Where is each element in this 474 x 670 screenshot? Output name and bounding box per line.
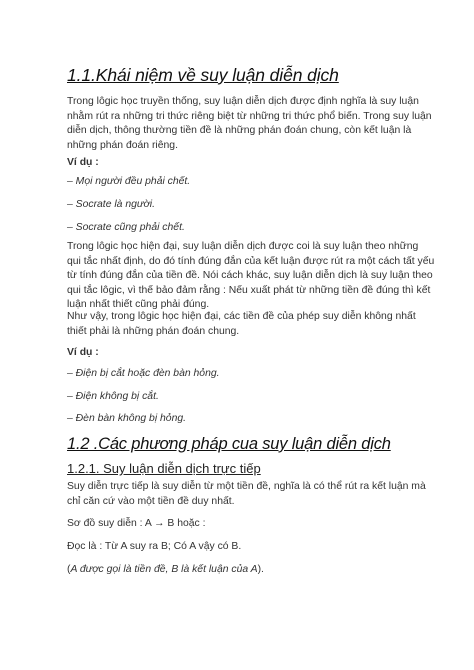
inference-scheme: Sơ đồ suy diễn : A → B hoặc : bbox=[67, 518, 206, 529]
note-close-paren: ). bbox=[257, 564, 264, 575]
paragraph-direct-inference: Suy diễn trực tiếp là suy diễn từ một tiền đề, nghĩa là có thể rút ra kết luận mà chỉ căn cứ vào một tiền đề duy nhất. bbox=[67, 481, 426, 507]
example-label-2: Ví dụ : bbox=[67, 347, 99, 358]
example-label-1: Ví dụ : bbox=[67, 157, 99, 168]
example-2-line-3: – Đèn bàn không bị hỏng. bbox=[67, 413, 187, 424]
example-1-line-1: – Mọi người đều phải chết. bbox=[67, 176, 191, 187]
note-open-paren: ( bbox=[67, 564, 71, 575]
paragraph-definition-modern: Trong lôgic học hiện đại, suy luận diễn dịch được coi là suy luận theo những qui tắc nhất định, do đó tính đúng đắn của kết luận được rút ra một cách tất yếu từ tính đúng đắn của tiền đề. Nói cách khác, suy luận diễn dịch là suy luận theo qui tắc lôgic, vì thế bảo đảm rằng : Nếu xuất phát từ những tiền đề đúng thì kết luận nhất thiết cũng phải đúng. bbox=[67, 241, 435, 311]
example-2-line-2: – Điện không bị cắt. bbox=[67, 391, 159, 402]
paragraph-modern-premises: Như vậy, trong lôgic học hiện đại, các tiền đề của phép suy diễn không nhất thiết phải là những phán đoán chung. bbox=[67, 311, 416, 337]
subsection-heading-1-2-1: 1.2.1. Suy luận diễn dịch trực tiếp bbox=[67, 461, 261, 476]
inference-note bbox=[67, 564, 435, 575]
section-heading-1-1: 1.1.Khái niệm về suy luận diễn dịch bbox=[67, 65, 339, 85]
example-1-line-3: – Socrate cũng phải chết. bbox=[67, 222, 185, 233]
section-heading-1-2: 1.2 .Các phương pháp cua suy luận diễn dịch bbox=[67, 435, 391, 453]
paragraph-definition-traditional: Trong lôgic học truyền thống, suy luận diễn dịch được định nghĩa là suy luận nhằm rút ra những tri thức riêng biệt từ những tri thức phổ biến. Trong suy luận diễn dịch, thông thường tiền đề là những phán đoán chung, còn kết luận là những phán đoán riêng. bbox=[67, 96, 432, 151]
example-2-line-1: – Điện bị cắt hoặc đèn bàn hỏng. bbox=[67, 368, 220, 379]
note-text: A được gọi là tiền đề, B là kết luận của A bbox=[70, 564, 258, 575]
example-1-line-2: – Socrate là người. bbox=[67, 199, 155, 210]
inference-reading: Đọc là : Từ A suy ra B; Có A vậy có B. bbox=[67, 541, 242, 552]
